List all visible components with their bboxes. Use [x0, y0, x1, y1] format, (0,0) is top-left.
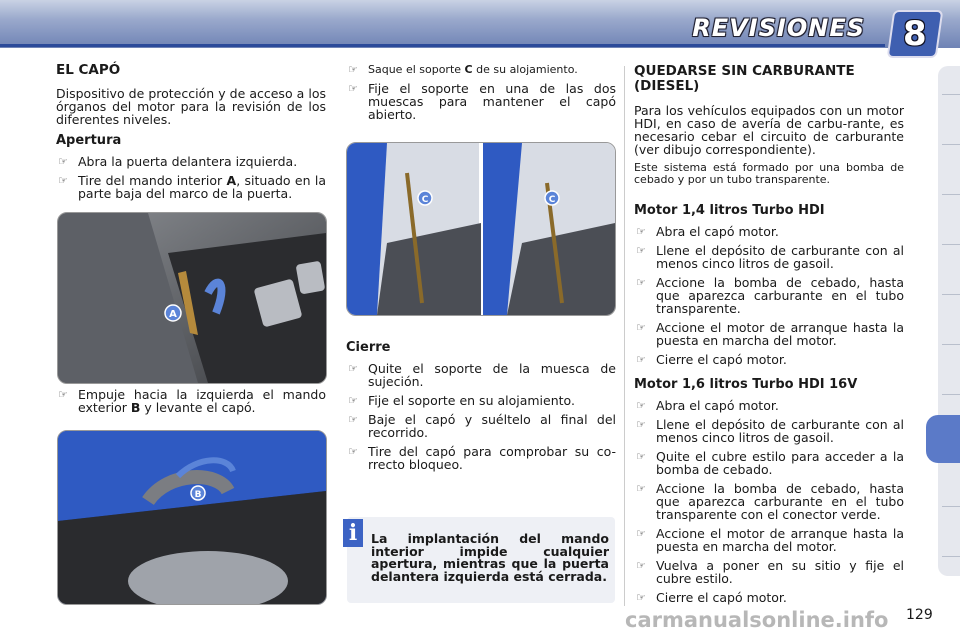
figure-bonnet-stay: [346, 142, 616, 316]
label-b: B: [194, 490, 202, 500]
step-text: de su alojamiento.: [472, 63, 578, 76]
column-support: [346, 64, 616, 127]
step-text-bold: A: [226, 173, 237, 188]
pointing-hand-icon: ☞: [636, 450, 646, 463]
pointing-hand-icon: ☞: [636, 591, 646, 604]
figure-exterior-lever: [57, 430, 327, 605]
engine-14-steps: [634, 225, 904, 366]
opening-step-1: [56, 155, 326, 168]
pointing-hand-icon: ☞: [636, 399, 646, 412]
pointing-hand-icon: ☞: [58, 155, 68, 168]
pointing-hand-icon: ☞: [636, 353, 646, 366]
pointing-hand-icon: ☞: [636, 276, 646, 289]
index-tab: [942, 244, 960, 245]
info-icon: i: [343, 519, 363, 547]
step-text: Tire del capó para comprobar su co-rrecto bloqueo.: [368, 444, 616, 472]
chapter-index-tabs: [938, 66, 960, 576]
engine-16-step: [634, 591, 904, 604]
step-text: Accione la bomba de cebado, hasta que aparezca carburante en el tubo transparente.: [656, 275, 904, 316]
pointing-hand-icon: ☞: [348, 362, 358, 375]
pointing-hand-icon: ☞: [636, 418, 646, 431]
label-c: C: [548, 195, 556, 205]
step-text-bold: C: [464, 63, 473, 76]
engine-14-step: [634, 244, 904, 270]
pointing-hand-icon: ☞: [636, 321, 646, 334]
page-number: 129: [906, 607, 933, 623]
step-text: Vuelva a poner en su sitio y fije el cubre estilo.: [656, 558, 904, 586]
engine-14-step: [634, 353, 904, 366]
step-text: Empuje hacia la izquierda el mando exterior: [78, 387, 326, 415]
step-text: Abra el capó motor.: [656, 224, 779, 239]
step-text: Cierre el capó motor.: [656, 352, 787, 367]
info-note-text: La implantación del mando interior impide cualquier apertura, mientras que la puerta delantera izquierda está cerrada.: [371, 531, 609, 584]
pointing-hand-icon: ☞: [636, 527, 646, 540]
column-fuel: [634, 64, 904, 610]
page-header: [0, 0, 960, 54]
pointing-hand-icon: ☞: [348, 413, 358, 426]
active-chapter-tab: [926, 415, 960, 463]
pointing-hand-icon: ☞: [348, 445, 358, 458]
step-text: Accione el motor de arranque hasta la puesta en marcha del motor.: [656, 526, 904, 554]
pointing-hand-icon: ☞: [58, 174, 68, 187]
column-bonnet-step3: [56, 388, 326, 420]
header-rule: [0, 44, 885, 47]
engine-16-step: [634, 527, 904, 553]
engine-16-step: [634, 559, 904, 585]
closing-step-4: [346, 445, 616, 471]
step-text-bold: B: [130, 400, 141, 415]
engine-16-step: [634, 450, 904, 476]
watermark: carmanualsonline.info: [625, 608, 889, 632]
support-step-2: [346, 82, 616, 121]
support-step-1: [346, 64, 616, 76]
engine-16-step: [634, 482, 904, 521]
engine-16-step: [634, 399, 904, 412]
step-text: Abra la puerta delantera izquierda.: [78, 154, 298, 169]
step-text: y levante el capó.: [140, 400, 256, 415]
opening-subtitle: Apertura: [56, 133, 122, 148]
bonnet-intro: Dispositivo de protección y de acceso a los órganos del motor para la revisión de los diferentes niveles.: [56, 86, 326, 127]
fuel-intro: Para los vehículos equipados con un motor HDI, en caso de avería de carbu-rante, es necesario cebar el circuito de carburante (ver dibujo correspondiente).: [634, 103, 904, 157]
label-a: A: [169, 309, 177, 320]
index-tab: [942, 294, 960, 295]
engine-16-title: Motor 1,6 litros Turbo HDI 16V: [634, 377, 858, 392]
step-text: Fije el soporte en su alojamiento.: [368, 393, 575, 408]
section-title: REVISIONES: [692, 14, 865, 42]
engine-14-step: [634, 276, 904, 315]
index-tab: [942, 394, 960, 395]
pointing-hand-icon: ☞: [636, 482, 646, 495]
index-tab: [942, 556, 960, 557]
step-text: Saque el soporte: [368, 63, 465, 76]
index-tab: [942, 506, 960, 507]
pointing-hand-icon: ☞: [636, 225, 646, 238]
step-text: Quite el soporte de la muesca de sujeción.: [368, 361, 616, 389]
pointing-hand-icon: ☞: [58, 388, 68, 401]
engine-16-steps: [634, 399, 904, 604]
closing-step-1: [346, 362, 616, 388]
step-text: Accione el motor de arranque hasta la puesta en marcha del motor.: [656, 320, 904, 348]
opening-step-3: [56, 388, 326, 414]
bonnet-stay-illustration: [347, 143, 615, 315]
closing-subtitle: Cierre: [346, 340, 391, 355]
fuel-title: QUEDARSE SIN CARBURANTE (DIESEL): [634, 63, 855, 94]
pointing-hand-icon: ☞: [348, 63, 358, 76]
pointing-hand-icon: ☞: [348, 82, 358, 95]
column-bonnet: [56, 64, 326, 206]
closing-step-3: [346, 413, 616, 439]
step-text: Llene el depósito de carburante con al menos cinco litros de gasoil.: [656, 417, 904, 445]
step-text: Tire del mando interior: [78, 173, 227, 188]
pointing-hand-icon: ☞: [636, 559, 646, 572]
chapter-badge: [887, 10, 944, 58]
step-text: Quite el cubre estilo para acceder a la bomba de cebado.: [656, 449, 904, 477]
step-text: Accione la bomba de cebado, hasta que aparezca carburante en el tubo transparente con el conector verde.: [656, 481, 904, 522]
engine-14-step: [634, 225, 904, 238]
column-closing: [346, 333, 616, 477]
step-text: Abra el capó motor.: [656, 398, 779, 413]
engine-14-title: Motor 1,4 litros Turbo HDI: [634, 203, 825, 218]
step-text: , situado en la parte baja del marco de la puerta.: [78, 173, 326, 201]
fuel-intro-2: Este sistema está formado por una bomba de cebado y por un tubo transparente.: [634, 161, 904, 186]
pointing-hand-icon: ☞: [348, 394, 358, 407]
figure-interior-lever: [57, 212, 327, 384]
label-c: C: [421, 195, 429, 205]
bonnet-title: EL CAPÓ: [56, 62, 121, 78]
step-text: Baje el capó y suéltelo al final del recorrido.: [368, 412, 616, 440]
interior-lever-illustration: [58, 213, 326, 383]
index-tab: [942, 144, 960, 145]
engine-16-step: [634, 418, 904, 444]
index-tab: [942, 94, 960, 95]
index-tab: [942, 344, 960, 345]
step-text: Fije el soporte en una de las dos muescas para mantener el capó abierto.: [368, 81, 616, 122]
step-text: Llene el depósito de carburante con al menos cinco litros de gasoil.: [656, 243, 904, 271]
closing-step-2: [346, 394, 616, 407]
opening-step-2: [56, 174, 326, 200]
step-text: Cierre el capó motor.: [656, 590, 787, 605]
column-divider: [624, 66, 625, 606]
engine-14-step: [634, 321, 904, 347]
exterior-lever-illustration: [58, 431, 326, 604]
chapter-number: 8: [903, 14, 927, 54]
index-tab: [942, 194, 960, 195]
pointing-hand-icon: ☞: [636, 244, 646, 257]
